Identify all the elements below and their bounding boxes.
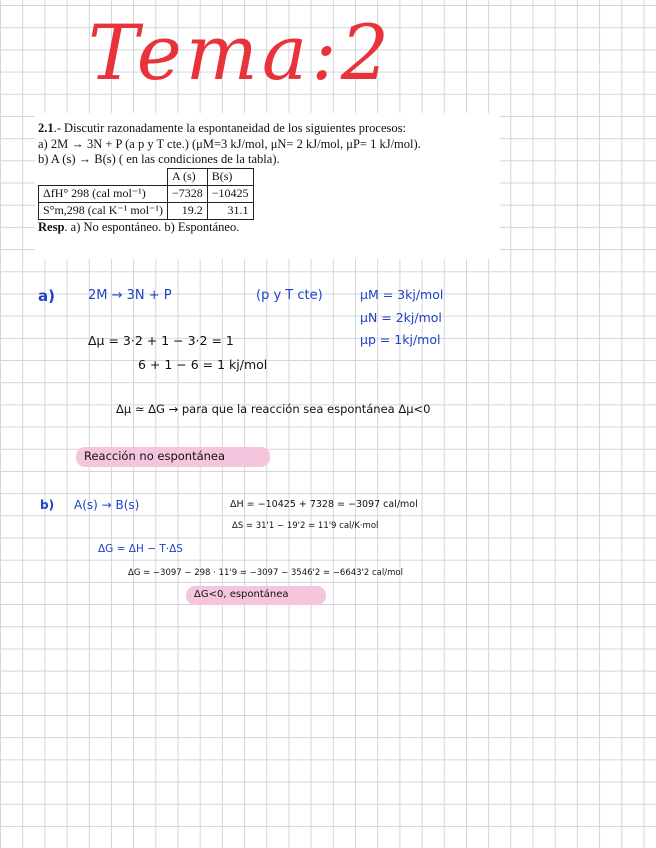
cell-value: 31.1 bbox=[207, 202, 253, 219]
part-a-conclusion: Reacción no espontánea bbox=[84, 449, 226, 463]
cell-value: 19.2 bbox=[167, 202, 207, 219]
statement-line-2: a) 2M → 3N + P (a p y T cte.) (μM=3 kJ/mol, μN= 2 kJ/mol, μP= 1 kJ/mol). bbox=[38, 136, 421, 151]
part-b-conclusion: ΔG<0, espontánea bbox=[194, 589, 289, 600]
part-b-reaction: A(s) → B(s) bbox=[74, 498, 140, 512]
gibbs-formula: ΔG = ΔH − T·ΔS bbox=[98, 543, 183, 555]
problem-statement bbox=[35, 113, 500, 259]
properties-table bbox=[38, 168, 254, 220]
part-a-conditions: (p y T cte) bbox=[256, 288, 323, 303]
part-a-label: a) bbox=[38, 287, 55, 305]
answer-line: Resp. a) No espontáneo. b) Espontáneo. bbox=[38, 219, 240, 234]
mu-m-value: μM = 3kj/mol bbox=[360, 287, 444, 302]
enthalpy-calc: ΔH = −10425 + 7328 = −3097 cal/mol bbox=[230, 499, 418, 510]
cell-value: −7328 bbox=[167, 185, 207, 202]
row-label: ΔfH° 298 (cal mol⁻¹) bbox=[39, 185, 168, 202]
cell-value: −10425 bbox=[207, 185, 253, 202]
part-a-calc-2: 6 + 1 − 6 = 1 kj/mol bbox=[138, 357, 268, 372]
entropy-calc: ΔS = 31'1 − 19'2 = 11'9 cal/K·mol bbox=[232, 521, 379, 531]
part-b-label: b) bbox=[40, 498, 55, 512]
table-row bbox=[39, 202, 254, 219]
row-label: S°m,298 (cal K⁻¹ mol⁻¹) bbox=[39, 202, 168, 219]
table-header-a: A (s) bbox=[167, 168, 207, 185]
mu-p-value: μp = 1kj/mol bbox=[360, 332, 441, 347]
statement-line-1: 2.1.- Discutir razonadamente la espontaneidad de los siguientes procesos: bbox=[38, 121, 406, 135]
table-row bbox=[39, 185, 254, 202]
page-title: Tema:2 bbox=[88, 8, 394, 97]
part-a-reaction: 2M → 3N + P bbox=[88, 288, 172, 303]
part-a-calc-1: Δμ = 3·2 + 1 − 3·2 = 1 bbox=[88, 333, 234, 348]
mu-n-value: μN = 2kj/mol bbox=[360, 310, 442, 325]
table-header-b: B(s) bbox=[207, 168, 253, 185]
part-a-relation: Δμ ≃ ΔG → para que la reacción sea espontánea Δμ<0 bbox=[116, 402, 431, 416]
gibbs-calc: ΔG = −3097 − 298 · 11'9 = −3097 − 3546'2 = −6643'2 cal/mol bbox=[128, 568, 403, 578]
statement-line-3: b) A (s) → B(s) ( en las condiciones de la tabla). bbox=[38, 152, 280, 166]
